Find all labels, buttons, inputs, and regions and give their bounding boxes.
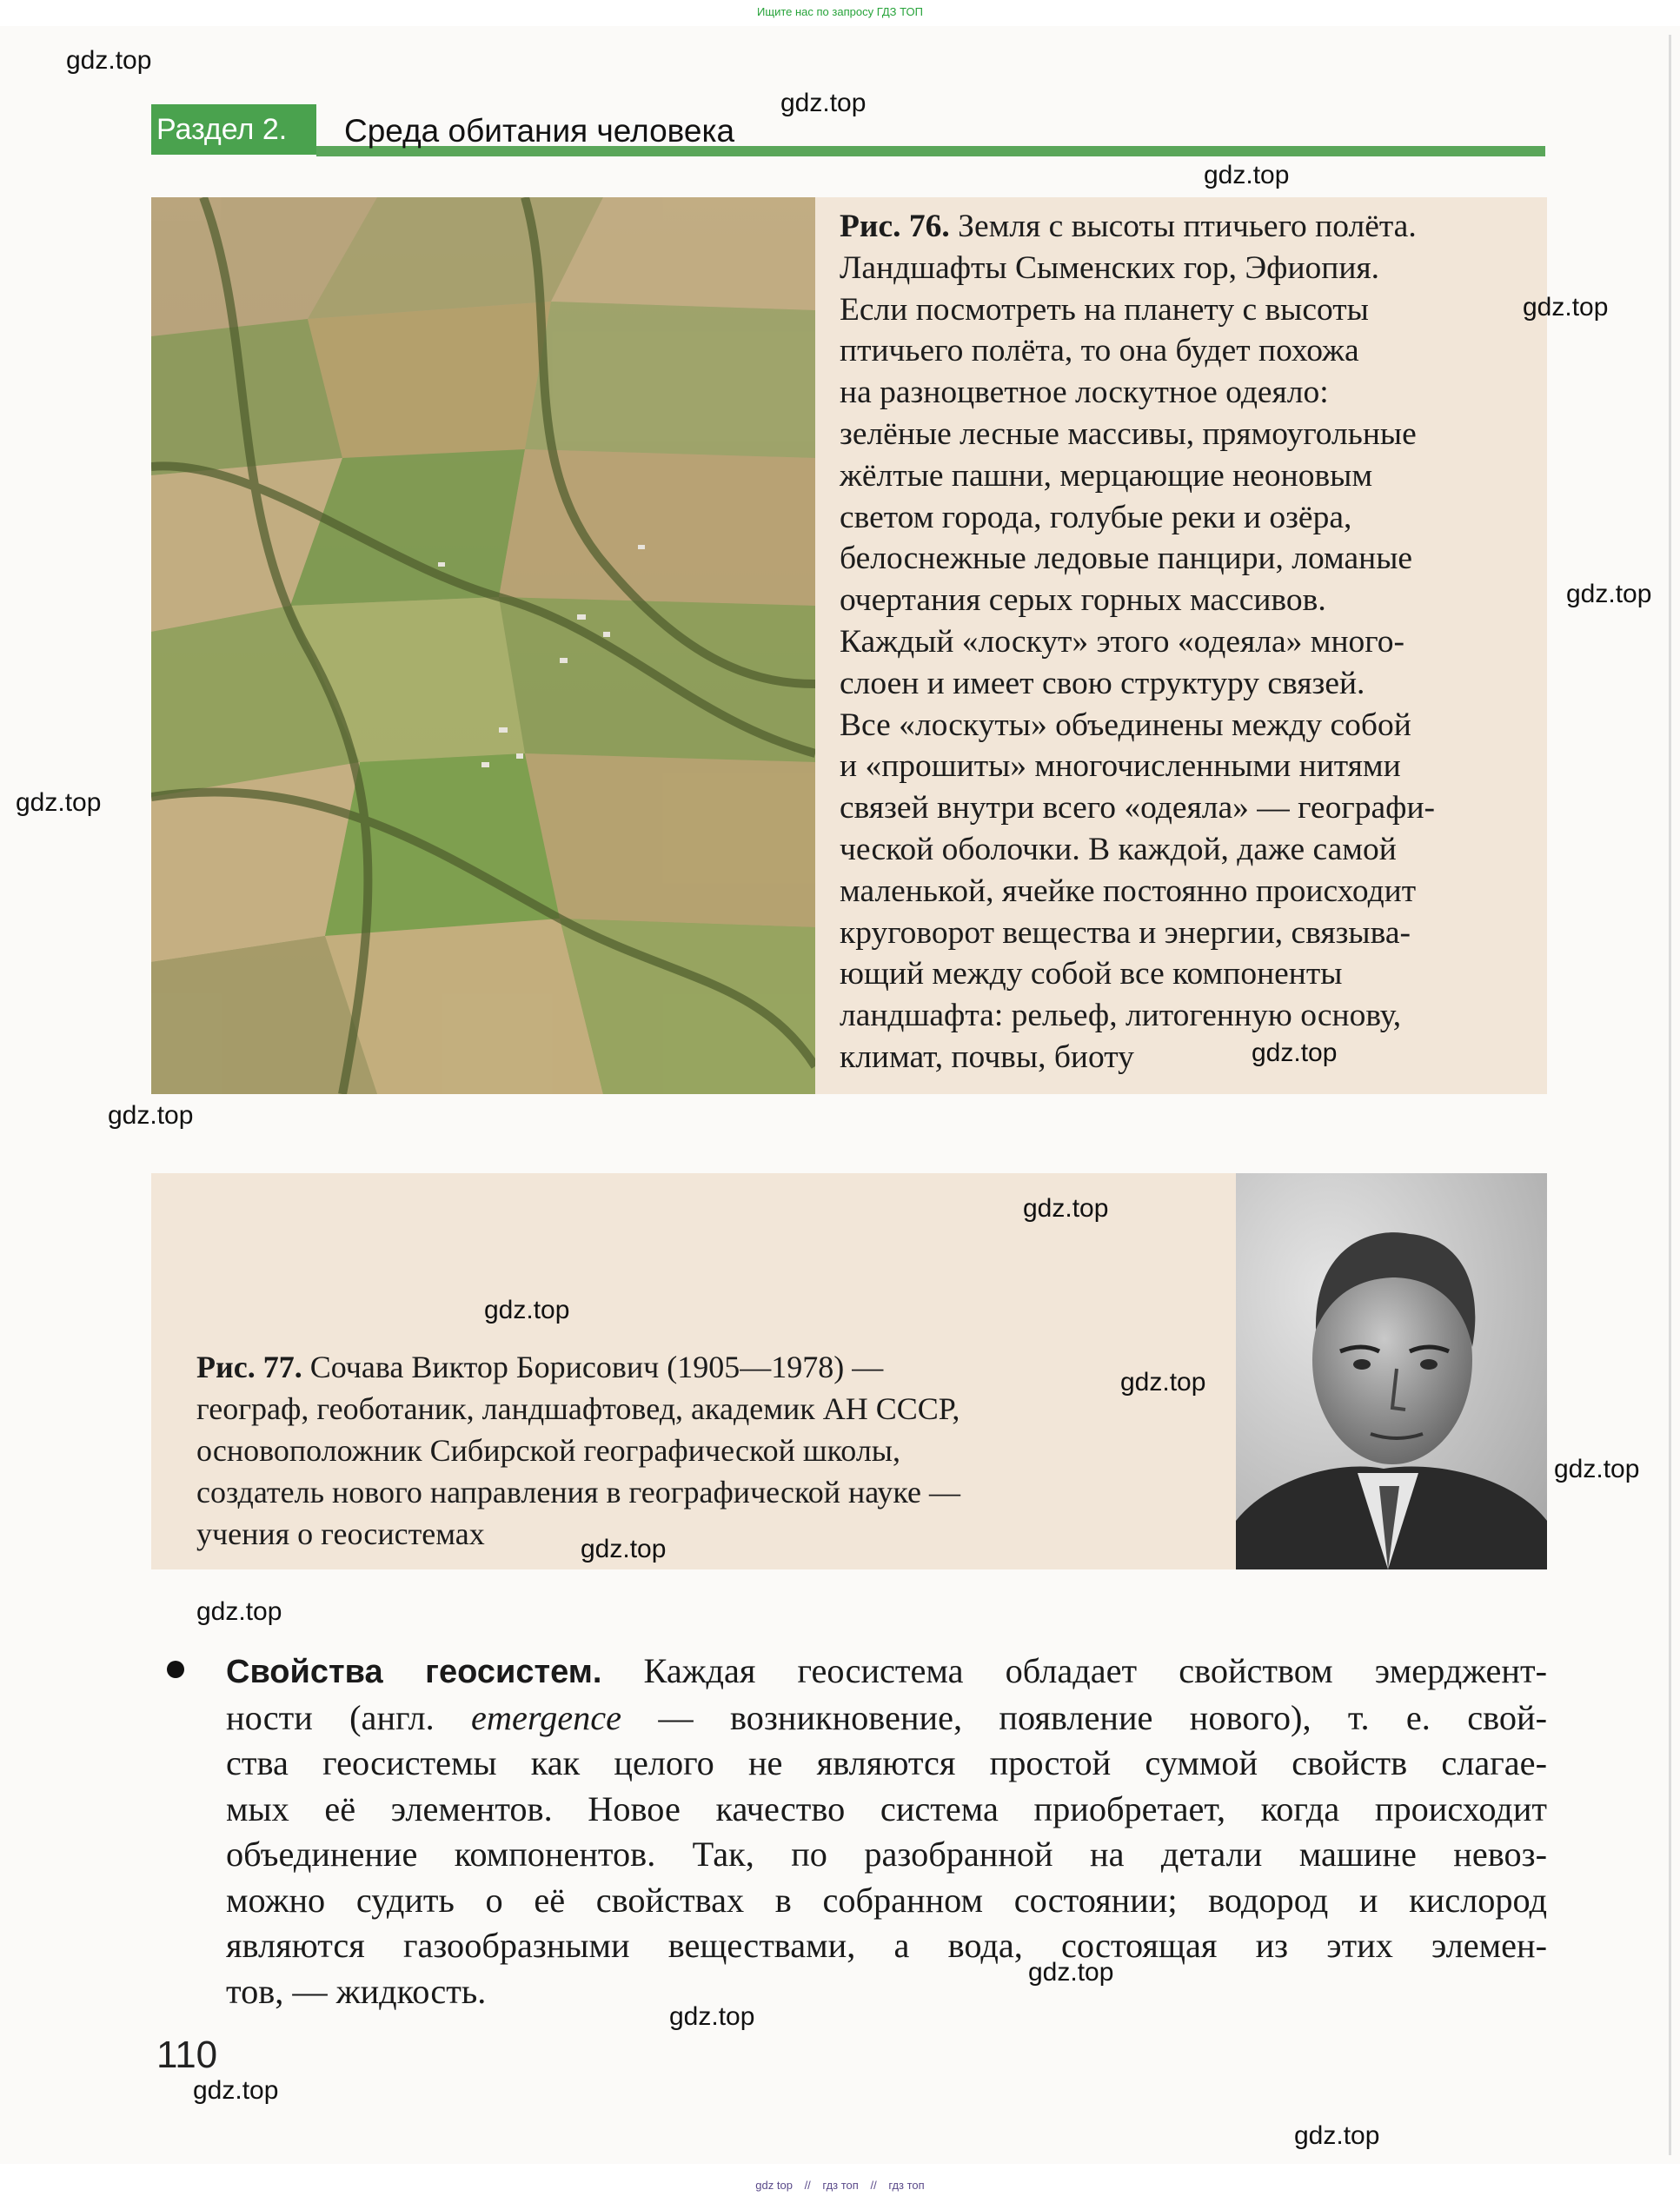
- section-tab: Раздел 2.: [151, 104, 316, 155]
- caption-line: слоен и имеет свою структуру связей.: [840, 665, 1365, 701]
- caption-line: ландшафта: рельеф, литогенную основу,: [840, 998, 1402, 1034]
- body-text-part: — возникновение, появление нового), т. е. свой-: [658, 1697, 1547, 1737]
- footer-link[interactable]: gdz top: [755, 2179, 793, 2192]
- header-note: Ищите нас по запросу ГДЗ ТОП: [757, 5, 923, 18]
- caption-line: ющий между собой все компоненты: [840, 956, 1343, 992]
- watermark: gdz.top: [1023, 1194, 1109, 1223]
- footer-links: [0, 2179, 1680, 2192]
- body-line: [167, 1649, 1547, 1695]
- figure-77-caption: [196, 1346, 1205, 1555]
- body-line: тов, — жидкость.: [226, 1971, 487, 2011]
- caption-line: Каждый «лоскут» этого «одеяла» много-: [840, 623, 1404, 660]
- body-line: ства геосистемы как целого не являются простой суммой свойств слагае-: [226, 1743, 1547, 1782]
- watermark: gdz.top: [1554, 1455, 1640, 1483]
- watermark: gdz.top: [1120, 1368, 1206, 1397]
- field-patches: [151, 197, 815, 1094]
- footer-link[interactable]: гдз топ: [822, 2179, 859, 2192]
- caption-line: светом города, голубые реки и озёра,: [840, 499, 1352, 535]
- watermark: gdz.top: [16, 788, 102, 817]
- footer-separator: //: [870, 2179, 877, 2192]
- caption-line: Земля с высоты птичьего полёта.: [958, 209, 1417, 244]
- caption-line: [196, 1346, 1205, 1388]
- watermark: gdz.top: [196, 1597, 282, 1626]
- footer-link[interactable]: гдз топ: [888, 2179, 925, 2192]
- body-line-rest: Каждая геосистема обладает свойством эмерджент-: [643, 1651, 1547, 1690]
- caption-line: белоснежные ледовые панцири, ломаные: [840, 541, 1413, 577]
- body-line: мых её элементов. Новое качество система приобретает, когда происходит: [226, 1788, 1547, 1828]
- caption-line: зелёные лесные массивы, прямоугольные: [840, 415, 1417, 452]
- caption-line: ческой оболочки. В каждой, даже самой: [840, 831, 1397, 867]
- caption-line: связей внутри всего «одеяла» — географи-: [840, 790, 1436, 826]
- figure-76-caption: [840, 206, 1526, 1078]
- watermark: gdz.top: [193, 2076, 279, 2105]
- caption-line: Все «лоскуты» объединены между собой: [840, 707, 1411, 743]
- body-paragraph: [167, 1649, 1547, 2014]
- body-text-part: ности (англ.: [226, 1697, 435, 1737]
- caption-line: и «прошиты» многочисленными нитями: [840, 748, 1401, 785]
- caption-line: географ, геоботаник, ландшафтовед, академик АН СССР,: [196, 1391, 960, 1426]
- watermark: gdz.top: [1523, 293, 1609, 322]
- caption-line: Если посмотреть на планету с высоты: [840, 291, 1369, 328]
- watermark: gdz.top: [1028, 1958, 1114, 1987]
- caption-line: учения о геосистемах: [196, 1516, 485, 1551]
- footer-separator: //: [804, 2179, 811, 2192]
- caption-line-rest: Сочава Виктор Борисович (1905—1978) —: [309, 1350, 884, 1384]
- aerial-landscape-photo: [151, 197, 815, 1094]
- body-line: [167, 1695, 1547, 1742]
- watermark: gdz.top: [581, 1535, 667, 1563]
- watermark: gdz.top: [669, 2002, 755, 2031]
- caption-line: Ландшафты Сыменских гор, Эфиопия.: [840, 249, 1380, 286]
- caption-line: круговорот вещества и энергии, связыва-: [840, 914, 1411, 951]
- figure-76-number: Рис. 76.: [840, 209, 950, 244]
- sochava-portrait-photo: [1236, 1173, 1547, 1569]
- body-line: являются газообразными веществами, а вода, состоящая из этих элемен-: [226, 1926, 1547, 1965]
- caption-line: создатель нового направления в географической науке —: [196, 1475, 960, 1510]
- caption-line: на разноцветное лоскутное одеяло:: [840, 375, 1329, 411]
- caption-line: маленькой, ячейке постоянно происходит: [840, 873, 1417, 909]
- caption-line: птичьего полёта, то она будет похожа: [840, 333, 1359, 369]
- figure-77-number: Рис. 77.: [196, 1350, 302, 1384]
- page-number: 110: [156, 2034, 218, 2076]
- body-line: можно судить о её свойствах в собранном состоянии; водород и кислород: [226, 1880, 1547, 1920]
- bullet-icon: [167, 1661, 184, 1678]
- watermark: gdz.top: [484, 1296, 570, 1324]
- page-edge-divider: [1669, 35, 1671, 2155]
- caption-line: климат, почвы, биоту: [840, 1038, 1134, 1075]
- watermark: gdz.top: [1294, 2121, 1380, 2150]
- watermark: gdz.top: [1252, 1038, 1338, 1067]
- watermark: gdz.top: [780, 89, 867, 117]
- caption-line: очертания серых горных массивов.: [840, 582, 1326, 619]
- body-line: объединение компонентов. Так, по разобранной на детали машине невоз-: [226, 1835, 1547, 1874]
- paragraph-lead: Свойства геосистем.: [226, 1654, 602, 1690]
- watermark: gdz.top: [1204, 161, 1290, 189]
- caption-line: жёлтые пашни, мерцающие неоновым: [840, 457, 1373, 494]
- watermark: gdz.top: [66, 46, 152, 75]
- watermark: gdz.top: [108, 1101, 194, 1130]
- watermark: gdz.top: [1566, 580, 1652, 608]
- section-title: Среда обитания человека: [344, 113, 735, 149]
- term-english: emergence: [471, 1697, 622, 1737]
- caption-line: основоположник Сибирской географической школы,: [196, 1433, 900, 1468]
